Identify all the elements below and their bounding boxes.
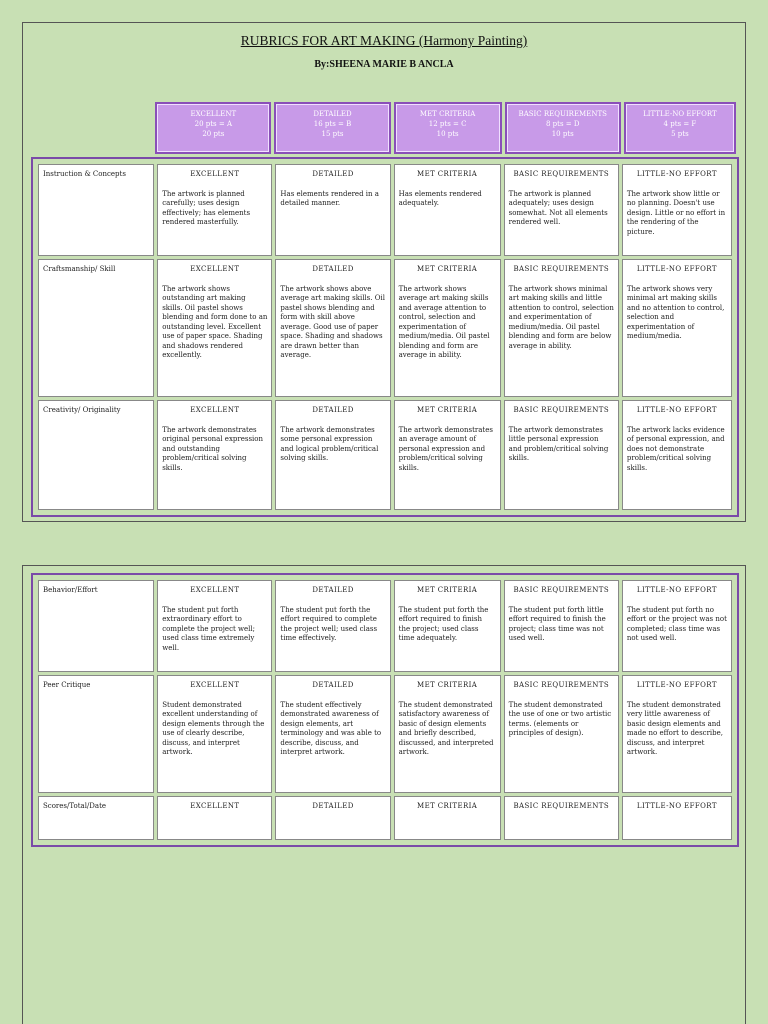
level-header-detailed: DETAILED 16 pts = B 15 pts <box>274 102 390 154</box>
document-author: By:SHEENA MARIE B ANCLA <box>314 59 454 70</box>
rubric-table-part-2 <box>31 573 739 847</box>
rubric-cell: MET CRITERIA Has elements rendered adequately. <box>394 164 501 256</box>
rubric-cell: EXCELLENT The student put forth extraordinary effort to complete the project well; used class time extremely well. <box>157 580 272 672</box>
rubric-table-part-1 <box>31 99 739 517</box>
rubric-cell: MET CRITERIA The artwork shows average art making skills and average attention to control, selection and experimentation of medium/media. Oil pastel blending and form are average in ability. <box>394 259 501 397</box>
table-row <box>38 164 732 256</box>
rubric-cell: BASIC REQUIREMENTS The artwork shows minimal art making skills and little attention to control, selection and experimentation of medium/media. Oil pastel blending and form are below average in ability. <box>504 259 619 397</box>
rubric-cell: DETAILED The artwork demonstrates some personal expression and logical problem/critical solving skills. <box>275 400 390 510</box>
rubric-cell: DETAILED The student put forth the effort required to complete the project well; used class time effectively. <box>275 580 390 672</box>
rubric-page-2 <box>22 565 746 1024</box>
criterion-cell: Behavior/Effort <box>38 580 154 672</box>
rubric-cell: EXCELLENT The artwork shows outstanding art making skills. Oil pastel shows blending and form done to an outstanding level. Excellent use of paper space. Shading and shadows rendered excellently. <box>157 259 272 397</box>
criterion-cell: Peer Critique <box>38 675 154 793</box>
document-title: RUBRICS FOR ART MAKING (Harmony Painting) <box>240 33 528 48</box>
rubric-cell: MET CRITERIA The student put forth the effort required to finish the project; used class time adequately. <box>394 580 501 672</box>
rubric-cell: LITTLE-NO EFFORT The artwork show little or no planning. Doesn't use design. Little or no effort in the rendering of the picture. <box>622 164 732 256</box>
table-row <box>38 675 732 793</box>
criterion-cell: Instruction & Concepts <box>38 164 154 256</box>
rubric-cell: BASIC REQUIREMENTS The artwork is planned adequately; uses design somewhat. Not all elements rendered well. <box>504 164 619 256</box>
table-row <box>38 796 732 840</box>
rubric-cell: DETAILED Has elements rendered in a detailed manner. <box>275 164 390 256</box>
rubric-cell: LITTLE-NO EFFORT The student demonstrated very little awareness of basic design elements and made no effort to describe, discuss, and interpret artwork. <box>622 675 732 793</box>
rubric-cell: LITTLE-NO EFFORT The artwork lacks evidence of personal expression, and does not demonstrate problem/critical solving skills. <box>622 400 732 510</box>
score-cell: BASIC REQUIREMENTS <box>504 796 619 840</box>
rubric-page-1 <box>22 22 746 522</box>
rubric-body-frame-2 <box>31 573 739 847</box>
criterion-cell: Scores/Total/Date <box>38 796 154 840</box>
score-cell: MET CRITERIA <box>394 796 501 840</box>
rubric-cell: BASIC REQUIREMENTS The student put forth little effort required to finish the project; class time was not used well. <box>504 580 619 672</box>
rubric-cell: EXCELLENT The artwork is planned carefully; uses design effectively; has elements rendered masterfully. <box>157 164 272 256</box>
level-header-basic-requirements: BASIC REQUIREMENTS 8 pts = D 10 pts <box>505 102 621 154</box>
level-header-row <box>34 102 736 154</box>
rubric-cell: DETAILED The artwork shows above average art making skills. Oil pastel shows blending and form with skill above average. Good use of paper space. Shading and shadows are drawn better than average. <box>275 259 390 397</box>
score-cell: EXCELLENT <box>157 796 272 840</box>
rubric-cell: MET CRITERIA The artwork demonstrates an average amount of personal expression and problem/critical solving skills. <box>394 400 501 510</box>
criterion-cell: Craftsmanship/ Skill <box>38 259 154 397</box>
score-cell: DETAILED <box>275 796 390 840</box>
criterion-cell: Creativity/ Originality <box>38 400 154 510</box>
level-header-excellent: EXCELLENT 20 pts = A 20 pts <box>155 102 271 154</box>
rubric-cell: DETAILED The student effectively demonstrated awareness of design elements, art terminology and was able to describe, discuss, and interpret artwork. <box>275 675 390 793</box>
rubric-cell: BASIC REQUIREMENTS The student demonstrated the use of one or two artistic terms. (elements or principles of design). <box>504 675 619 793</box>
rubric-cell: LITTLE-NO EFFORT The student put forth no effort or the project was not completed; class time was not used well. <box>622 580 732 672</box>
rubric-cell: MET CRITERIA The student demonstrated satisfactory awareness of basic of design elements and briefly described, discussed, and interpreted artwork. <box>394 675 501 793</box>
level-header-met-criteria: MET CRITERIA 12 pts = C 10 pts <box>394 102 502 154</box>
table-row <box>38 259 732 397</box>
rubric-body-frame-1 <box>31 157 739 517</box>
table-row <box>38 580 732 672</box>
level-header-little-no-effort: LITTLE-NO EFFORT 4 pts = F 5 pts <box>624 102 736 154</box>
score-cell: LITTLE-NO EFFORT <box>622 796 732 840</box>
rubric-cell: EXCELLENT The artwork demonstrates original personal expression and outstanding problem/critical solving skills. <box>157 400 272 510</box>
rubric-cell: EXCELLENT Student demonstrated excellent understanding of design elements through the use of clearly describe, discuss, and interpret artwork. <box>157 675 272 793</box>
rubric-cell: LITTLE-NO EFFORT The artwork shows very minimal art making skills and no attention to control, selection and experimentation of medium/media. <box>622 259 732 397</box>
table-row <box>38 400 732 510</box>
rubric-cell: BASIC REQUIREMENTS The artwork demonstrates little personal expression and problem/critical solving skills. <box>504 400 619 510</box>
